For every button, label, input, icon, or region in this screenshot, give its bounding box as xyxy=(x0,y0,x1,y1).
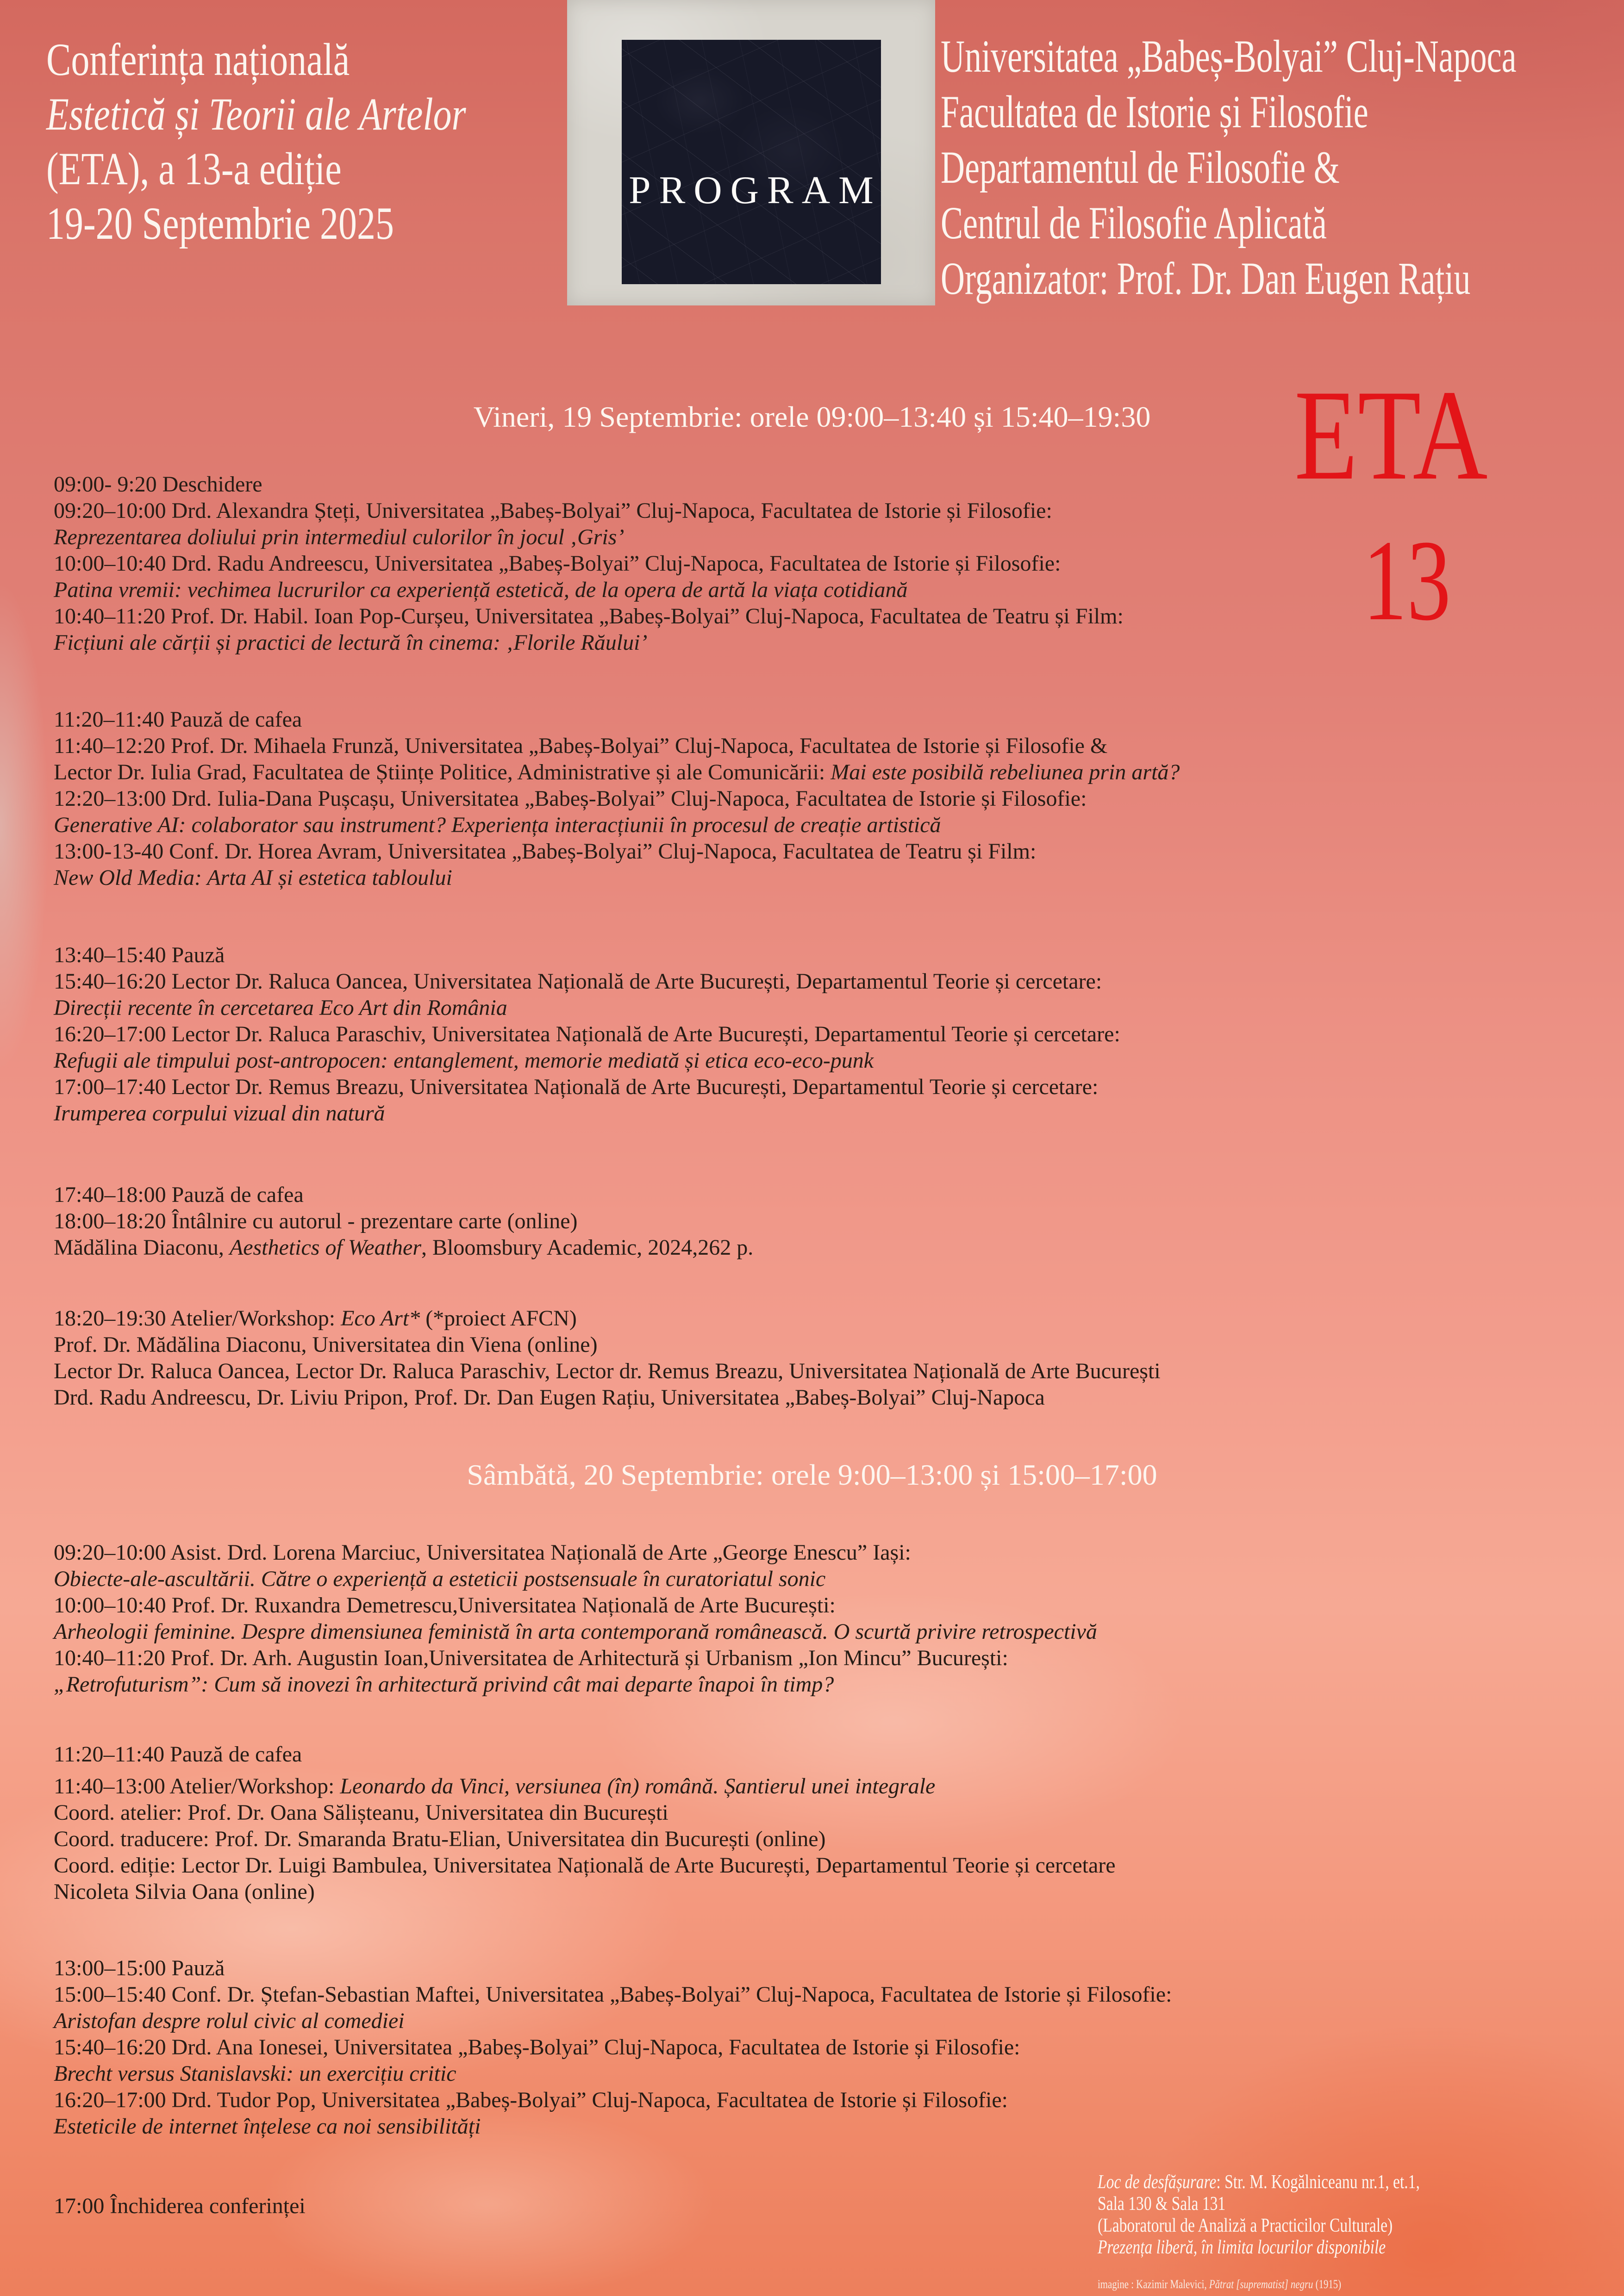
schedule-group xyxy=(54,1741,302,1767)
text-line: Coord. traducere: Prof. Dr. Smaranda Bratu-Elian, Universitatea din București (online) xyxy=(54,1827,826,1851)
text-line: Refugii ale timpului post-antropocen: entanglement, memorie mediată și etica eco-eco-punk xyxy=(54,1048,874,1073)
schedule-group xyxy=(54,706,1180,891)
text-line: Direcții recente în cercetarea Eco Art din România xyxy=(54,996,507,1020)
text-line: Loc de desfășurare: Str. M. Kogălniceanu nr.1, et.1, xyxy=(1098,2172,1420,2193)
text-line: Brecht versus Stanislavski: un exercițiu critic xyxy=(54,2061,456,2086)
text-line: Drd. Radu Andreescu, Dr. Liviu Pripon, Prof. Dr. Dan Eugen Rațiu, Universitatea „Babeș-Bolyai” Cluj-Napoca xyxy=(54,1385,1045,1410)
text-line: 13:00–15:00 Pauză xyxy=(54,1956,225,1980)
schedule-group xyxy=(54,1182,753,1261)
text-line: 11:40–13:00 Atelier/Workshop: Leonardo da Vinci, versiunea (în) română. Șantierul unei integrale xyxy=(54,1774,936,1798)
text-line: 15:40–16:20 Lector Dr. Raluca Oancea, Universitatea Națională de Arte București, Departamentul Teorie și cercetare: xyxy=(54,969,1102,994)
closing-line: 17:00 Închiderea conferinței xyxy=(54,2194,306,2218)
text-line: Mădălina Diaconu, Aesthetics of Weather, Bloomsbury Academic, 2024,262 p. xyxy=(54,1235,754,1260)
text-line: 17:40–18:00 Pauză de cafea xyxy=(54,1182,304,1207)
schedule-group xyxy=(54,1539,1097,1698)
text-line: 15:40–16:20 Drd. Ana Ionesei, Universitatea „Babeș-Bolyai” Cluj-Napoca, Facultatea de Istorie și Filosofie: xyxy=(54,2035,1020,2060)
text-line: Aristofan despre rolul civic al comediei xyxy=(54,2009,405,2033)
schedule-group xyxy=(54,942,1120,1126)
text-line: 10:00–10:40 Prof. Dr. Ruxandra Demetrescu,Universitatea Națională de Arte București: xyxy=(54,1593,836,1618)
text-line: Arheologii feminine. Despre dimensiunea feministă în arta contemporană românească. O scurtă privire retrospectivă xyxy=(54,1619,1097,1644)
schedule-group xyxy=(54,471,1124,656)
text-line: Coord. ediție: Lector Dr. Luigi Bambulea, Universitatea Națională de Arte București, Departamentul Teorie și cercetare xyxy=(54,1853,1116,1878)
eta-badge: ETA xyxy=(1294,363,1488,507)
text-line: 11:20–11:40 Pauză de cafea xyxy=(54,707,302,732)
text-line: 09:20–10:00 Asist. Drd. Lorena Marciuc, Universitatea Națională de Arte „George Enescu” Iași: xyxy=(54,1540,911,1565)
text-line: Estetică și Teorii ale Artelor xyxy=(46,88,466,140)
text-line: Patina vremii: vechimea lucrurilor ca experiență estetică, de la opera de artă la viața cotidiană xyxy=(54,578,908,602)
text-line: 16:20–17:00 Drd. Tudor Pop, Universitatea „Babeș-Bolyai” Cluj-Napoca, Facultatea de Istorie și Filosofie: xyxy=(54,2088,1008,2112)
text-line: Sala 130 & Sala 131 xyxy=(1098,2193,1226,2215)
image-credit xyxy=(1098,2277,1341,2291)
text-line: Prezența liberă, în limita locurilor disponibile xyxy=(1098,2237,1386,2258)
text-line: 15:00–15:40 Conf. Dr. Ștefan-Sebastian Maftei, Universitatea „Babeș-Bolyai” Cluj-Napoca, Facultatea de Istorie și Filosofie: xyxy=(54,1982,1172,2007)
schedule-group xyxy=(54,1955,1172,2140)
text-line: 11:40–12:20 Prof. Dr. Mihaela Frunză, Universitatea „Babeș-Bolyai” Cluj-Napoca, Facultatea de Istorie și Filosofie & xyxy=(54,734,1108,758)
text-line: Lector Dr. Raluca Oancea, Lector Dr. Raluca Paraschiv, Lector dr. Remus Breazu, Universitatea Națională de Arte București xyxy=(54,1359,1161,1383)
text-line: 13:00-13-40 Conf. Dr. Horea Avram, Universitatea „Babeș-Bolyai” Cluj-Napoca, Facultatea de Teatru și Film: xyxy=(54,839,1037,864)
text-line: Centrul de Filosofie Aplicată xyxy=(941,197,1327,249)
text-line: 13:40–15:40 Pauză xyxy=(54,943,225,967)
text-line: 10:00–10:40 Drd. Radu Andreescu, Universitatea „Babeș-Bolyai” Cluj-Napoca, Facultatea de Istorie și Filosofie: xyxy=(54,551,1061,576)
text-line: (Laboratorul de Analiză a Practicilor Culturale) xyxy=(1098,2215,1393,2236)
malevich-black-square-image xyxy=(567,0,935,305)
text-line: Ficțiuni ale cărții și practici de lectură în cinema: ‚Florile Răului’ xyxy=(54,630,648,655)
text-line: 12:20–13:00 Drd. Iulia-Dana Pușcașu, Universitatea „Babeș-Bolyai” Cluj-Napoca, Facultatea de Istorie și Filosofie: xyxy=(54,786,1087,811)
text-line: 18:20–19:30 Atelier/Workshop: Eco Art* (*proiect AFCN) xyxy=(54,1306,577,1331)
text-line: (ETA), a 13-a ediție xyxy=(46,143,342,194)
text-line: Irumperea corpului vizual din natură xyxy=(54,1101,385,1126)
text-line: imagine : Kazimir Malevici, Pătrat [suprematist] negru (1915) xyxy=(1098,2277,1342,2291)
text-line: Facultatea de Istorie și Filosofie xyxy=(941,86,1368,137)
text-line: New Old Media: Arta AI și estetica tabloului xyxy=(54,865,452,890)
text-line: Lector Dr. Iulia Grad, Facultatea de Științe Politice, Administrative și ale Comunicării: Mai este posibilă rebeliunea prin artă? xyxy=(54,760,1180,784)
text-line: 19-20 Septembrie 2025 xyxy=(46,198,394,249)
text-line: Universitatea „Babeș-Bolyai” Cluj-Napoca xyxy=(941,31,1517,82)
text-line: 18:00–18:20 Întâlnire cu autorul - prezentare carte (online) xyxy=(54,1209,578,1233)
organizer-block xyxy=(941,29,1517,306)
text-line: 11:20–11:40 Pauză de cafea xyxy=(54,1742,302,1767)
text-line: Nicoleta Silvia Oana (online) xyxy=(54,1879,315,1904)
black-square-painting xyxy=(622,40,881,284)
conference-title xyxy=(46,32,466,251)
text-line: 16:20–17:00 Lector Dr. Raluca Paraschiv, Universitatea Națională de Arte București, Departamentul Teorie și cercetare: xyxy=(54,1022,1120,1046)
text-line: 09:20–10:00 Drd. Alexandra Șteți, Universitatea „Babeș-Bolyai” Cluj-Napoca, Facultatea de Istorie și Filosofie: xyxy=(54,498,1052,523)
text-line: „Retrofuturism”: Cum să inovezi în arhitectură privind cât mai departe înapoi în timp? xyxy=(54,1672,834,1697)
edition-13-badge: 13 xyxy=(1363,516,1451,645)
day2-header: Sâmbătă, 20 Septembrie: orele 9:00–13:00 și 15:00–17:00 xyxy=(467,1458,1157,1491)
location-block xyxy=(1098,2172,1420,2259)
schedule-group xyxy=(54,1305,1161,1411)
text-line: Prof. Dr. Mădălina Diaconu, Universitatea din Viena (online) xyxy=(54,1332,598,1357)
text-line: 10:40–11:20 Prof. Dr. Arh. Augustin Ioan,Universitatea de Arhitectură și Urbanism „Ion Mincu” București: xyxy=(54,1646,1008,1670)
text-line: 09:00- 9:20 Deschidere xyxy=(54,472,262,497)
text-line: Coord. atelier: Prof. Dr. Oana Sălișteanu, Universitatea din București xyxy=(54,1800,668,1825)
text-line: Organizator: Prof. Dr. Dan Eugen Rațiu xyxy=(941,253,1471,304)
text-line: Generative AI: colaborator sau instrument? Experiența interacțiunii în procesul de creație artistică xyxy=(54,813,941,837)
text-line: Esteticile de internet înțelese ca noi sensibilități xyxy=(54,2114,481,2139)
text-line: Obiecte-ale-ascultării. Către o experiență a esteticii postsensuale în curatoriatul sonic xyxy=(54,1567,826,1591)
text-line: 17:00–17:40 Lector Dr. Remus Breazu, Universitatea Națională de Arte București, Departamentul Teorie și cercetare: xyxy=(54,1075,1099,1099)
program-label: PROGRAM xyxy=(629,168,882,212)
text-line: Reprezentarea doliului prin intermediul culorilor în jocul ‚Gris’ xyxy=(54,525,625,549)
text-line: 10:40–11:20 Prof. Dr. Habil. Ioan Pop-Curșeu, Universitatea „Babeș-Bolyai” Cluj-Napoca, Facultatea de Teatru și Film: xyxy=(54,604,1124,628)
text-line: Departamentul de Filosofie & xyxy=(941,142,1340,193)
text-line: Conferința națională xyxy=(46,34,350,85)
day1-header: Vineri, 19 Septembrie: orele 09:00–13:40 și 15:40–19:30 xyxy=(473,400,1151,433)
schedule-group xyxy=(54,1773,1116,1905)
